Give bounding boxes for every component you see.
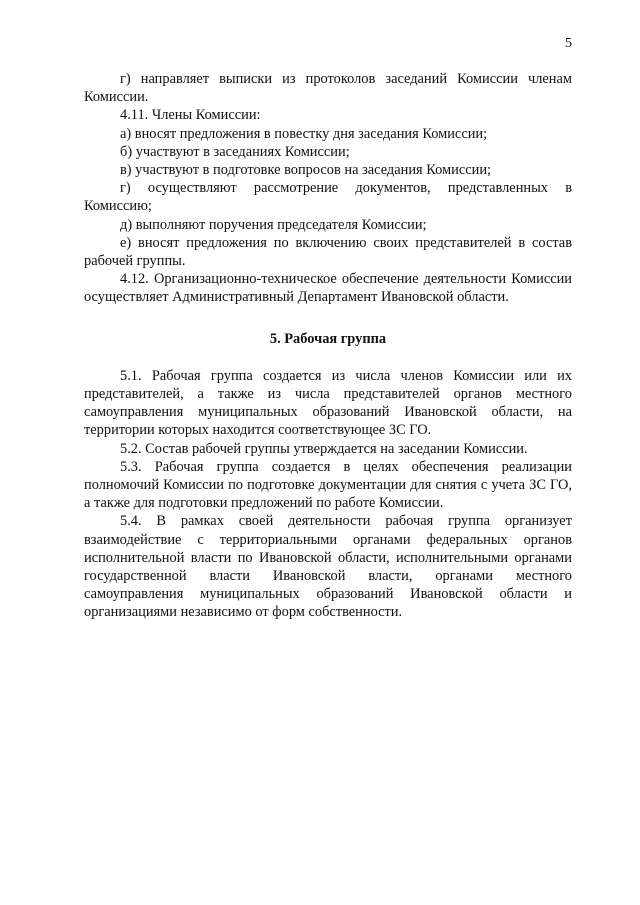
paragraph-5-3: 5.3. Рабочая группа создается в целях обеспечения реализации полномочий Комиссии по подготовке документации для снятия с учета ЗС ГО, а также для подготовки предложений по работе Комиссии. <box>84 458 572 512</box>
paragraph-5-4: 5.4. В рамках своей деятельности рабочая группа организует взаимодействие с территориальными органами федеральных органов исполнительной власти по Ивановской области, исполнительными органами государственной власти Ивановской власти, органами местного самоуправления муниципальных образований Ивановской области и организациями независимо от форм собственности. <box>84 513 572 621</box>
paragraph-5-1: 5.1. Рабочая группа создается из числа членов Комиссии или их представителей, а также из числа представителей органов местного самоуправления муниципальных образований Ивановской области, на территории которых находится соответствующее ЗС ГО. <box>84 367 572 439</box>
paragraph-4-11-e: е) вносят предложения по включению своих представителей в состав рабочей группы. <box>84 234 572 270</box>
paragraph-5-2: 5.2. Состав рабочей группы утверждается на заседании Комиссии. <box>120 440 528 457</box>
paragraph-4-11: 4.11. Члены Комиссии: <box>120 107 261 124</box>
page-number: 5 <box>565 36 572 51</box>
paragraph-4-11-v: в) участвуют в подготовке вопросов на заседания Комиссии; <box>120 162 492 179</box>
paragraph-4-11-b: б) участвуют в заседаниях Комиссии; <box>120 143 350 160</box>
document-body <box>84 70 572 622</box>
paragraph-4-11-a: а) вносят предложения в повестку дня заседания Комиссии; <box>120 125 488 142</box>
paragraph-4-10-g: г) направляет выписки из протоколов заседаний Комиссии членам Комиссии. <box>84 71 572 106</box>
paragraph-4-11-g: г) осуществляют рассмотрение документов, представленных в Комиссию; <box>84 180 572 215</box>
section-heading: 5. Рабочая группа <box>269 330 387 347</box>
paragraph-4-11-d: д) выполняют поручения председателя Комиссии; <box>120 216 427 233</box>
paragraph-4-12: 4.12. Организационно-техническое обеспечение деятельности Комиссии осуществляет Административный Департамент Ивановской области. <box>84 271 572 306</box>
